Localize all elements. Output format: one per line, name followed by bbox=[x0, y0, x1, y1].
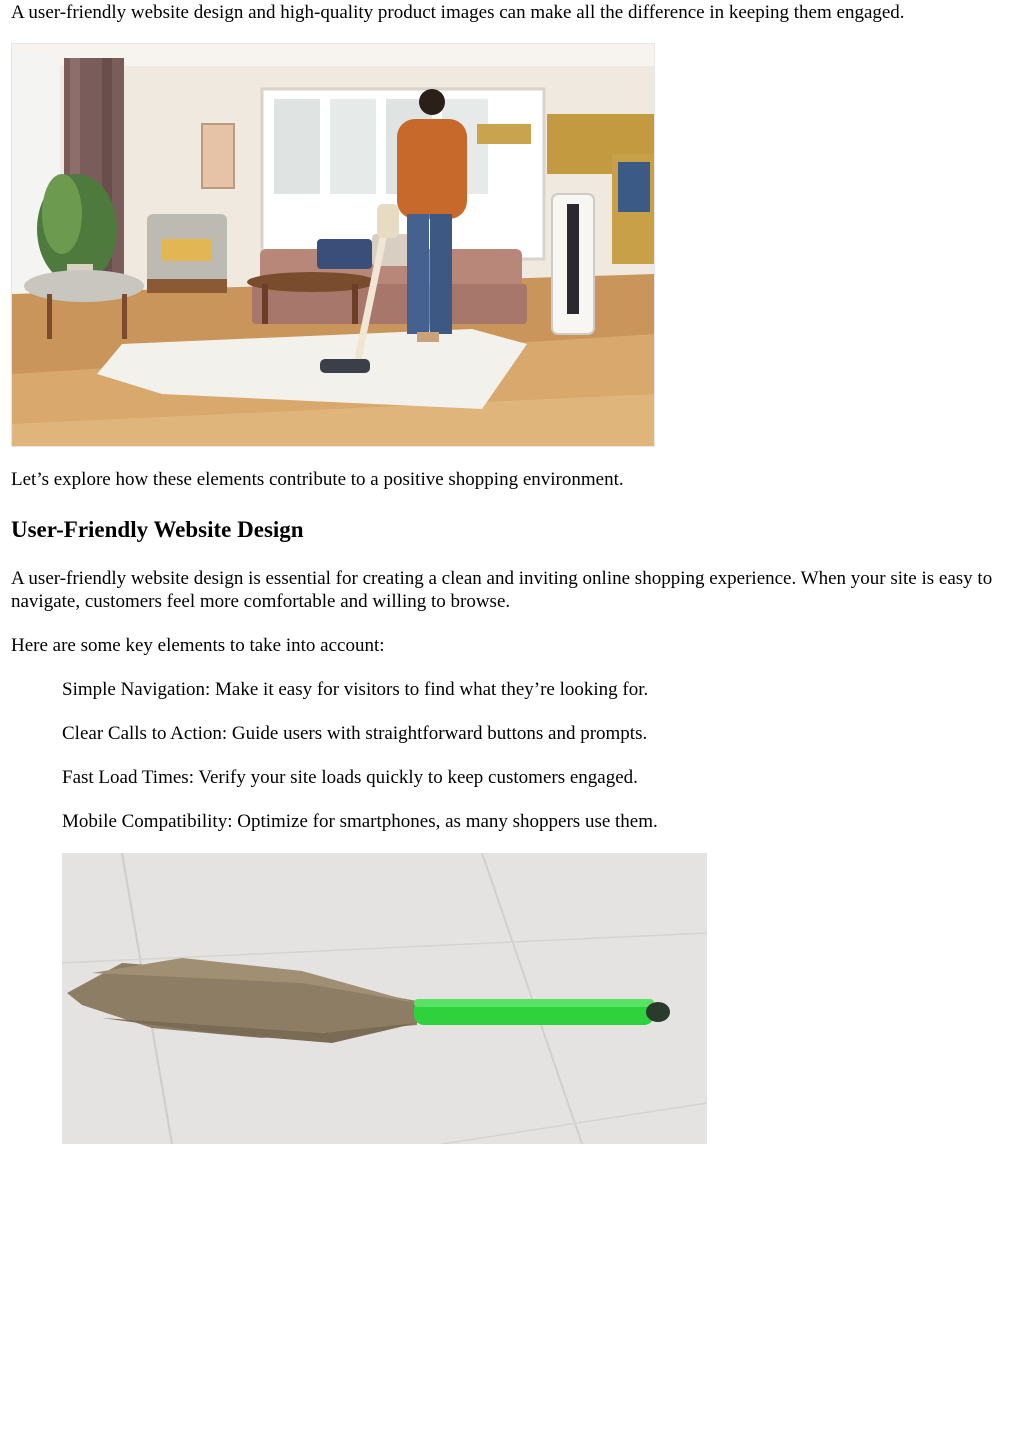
explore-paragraph: Let’s explore how these elements contribute to a positive shopping environment. bbox=[11, 469, 624, 490]
vacuum-living-room-image bbox=[11, 43, 655, 447]
list-item: Clear Calls to Action: Guide users with straightforward buttons and prompts. bbox=[62, 723, 648, 744]
intro-paragraph: A user-friendly website design and high-quality product images can make all the difference in keeping them engaged. bbox=[11, 2, 905, 23]
list-item: Fast Load Times: Verify your site loads quickly to keep customers engaged. bbox=[62, 767, 638, 788]
list-item: Simple Navigation: Make it easy for visitors to find what they’re looking for. bbox=[62, 679, 649, 700]
list-item: Mobile Compatibility: Optimize for smartphones, as many shoppers use them. bbox=[62, 811, 658, 832]
key-elements-list bbox=[62, 678, 658, 854]
key-elements-intro: Here are some key elements to take into account: bbox=[11, 635, 385, 656]
broom-image bbox=[62, 853, 707, 1144]
design-paragraph: A user-friendly website design is essential for creating a clean and inviting online shopping experience. When your site is easy to navigate, customers feel more comfortable and willing to browse. bbox=[11, 568, 993, 612]
section-heading: User-Friendly Website Design bbox=[11, 517, 304, 542]
